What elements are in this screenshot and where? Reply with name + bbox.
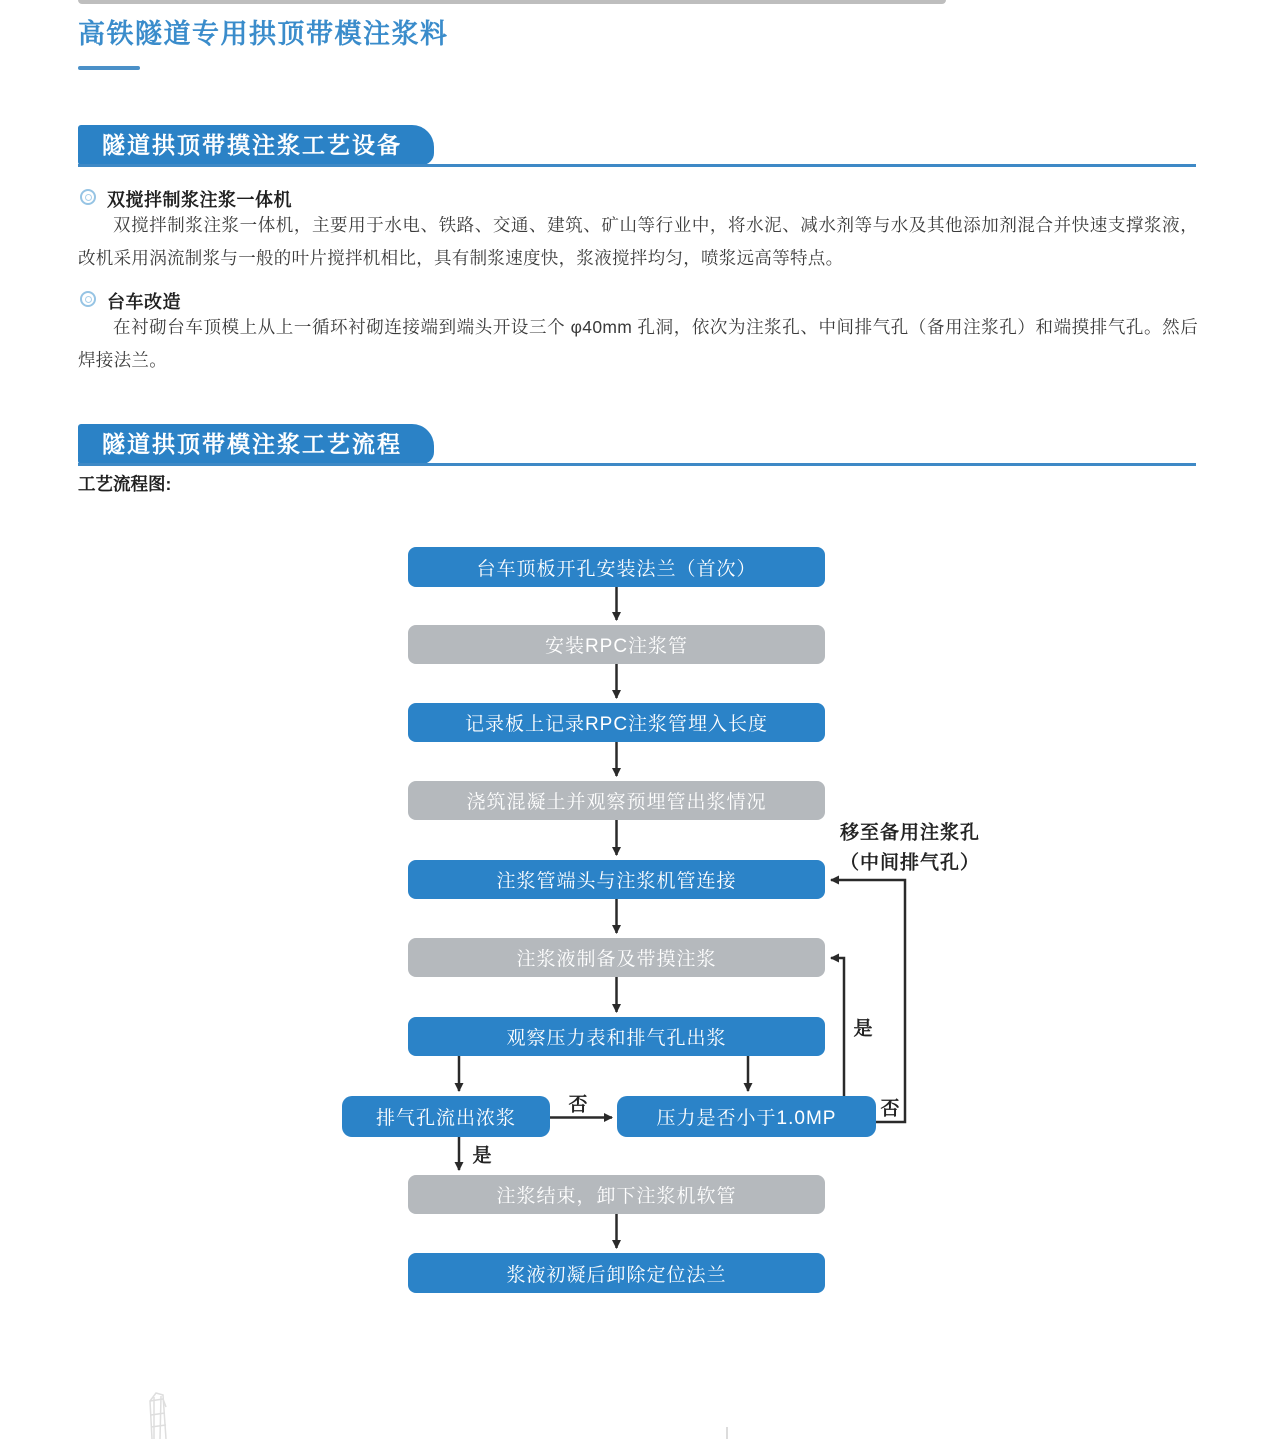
item-heading-mixer: 双搅拌制浆注浆一体机	[107, 190, 292, 210]
flow-node-record-length: 记录板上记录RPC注浆管埋入长度	[408, 703, 825, 742]
flow-node-finish-grouting: 注浆结束，卸下注浆机软管	[408, 1175, 825, 1214]
top-cutoff-fragment	[78, 0, 946, 4]
item-body-trolley: 在衬砌台车顶模上从上一循环衬砌连接端到端头开设三个 φ40mm 孔洞，依次为注浆孔、中间排气孔（备用注浆孔）和端摸排气孔。然后焊接法兰。	[78, 317, 1198, 370]
item-body-mixer: 双搅拌制浆注浆一体机，主要用于水电、铁路、交通、建筑、矿山等行业中，将水泥、减水剂等与水及其他添加剂混合并快速支撑浆液，改机采用涡流制浆与一般的叶片搅拌机相比，具有制浆速度快，浆液搅拌均匀，喷浆远高等特点。	[78, 215, 1198, 268]
loop-note-line2: （中间排气孔）	[839, 852, 981, 874]
loop-note-line1: 移至备用注浆孔	[839, 822, 981, 844]
page-title: 高铁隧道专用拱顶带模注浆料	[78, 19, 449, 49]
arrow-loop-no-to-n5	[831, 880, 905, 1122]
edge-label-yes: 是	[472, 1145, 492, 1167]
title-underline	[78, 66, 140, 70]
flow-node-connect-machine: 注浆管端头与注浆机管连接	[408, 860, 825, 899]
edge-label-no-outer: 否	[880, 1098, 900, 1120]
flow-node-install-flange: 台车顶板开孔安装法兰（首次）	[408, 547, 825, 587]
building-watermark	[130, 1385, 210, 1439]
arrow-loop-yes-to-n6	[831, 958, 844, 1096]
edge-label-no: 否	[568, 1094, 588, 1116]
double-circle-bullet-icon	[80, 189, 96, 205]
flow-node-pour-concrete: 浇筑混凝土并观察预埋管出浆情况	[408, 781, 825, 820]
flowchart-caption: 工艺流程图:	[78, 474, 172, 494]
flow-node-prepare-grout: 注浆液制备及带摸注浆	[408, 938, 825, 977]
flow-node-remove-flange: 浆液初凝后卸除定位法兰	[408, 1253, 825, 1293]
section-rule	[78, 164, 1196, 167]
double-circle-bullet-icon	[80, 291, 96, 307]
flow-node-observe-pressure: 观察压力表和排气孔出浆	[408, 1017, 825, 1056]
item-heading-trolley: 台车改造	[107, 292, 181, 312]
bottom-fragment-line	[726, 1427, 728, 1439]
edge-label-yes-inner: 是	[853, 1018, 873, 1040]
section-rule	[78, 463, 1196, 466]
section-banner-equipment: 隧道拱顶带摸注浆工艺设备	[78, 125, 434, 165]
flow-node-pressure-check: 压力是否小于1.0MP	[617, 1096, 876, 1137]
flow-node-install-rpc-pipe: 安装RPC注浆管	[408, 625, 825, 664]
flow-node-vent-thick-grout: 排气孔流出浓浆	[342, 1096, 550, 1137]
section-banner-process: 隧道拱顶带模注浆工艺流程	[78, 424, 434, 464]
